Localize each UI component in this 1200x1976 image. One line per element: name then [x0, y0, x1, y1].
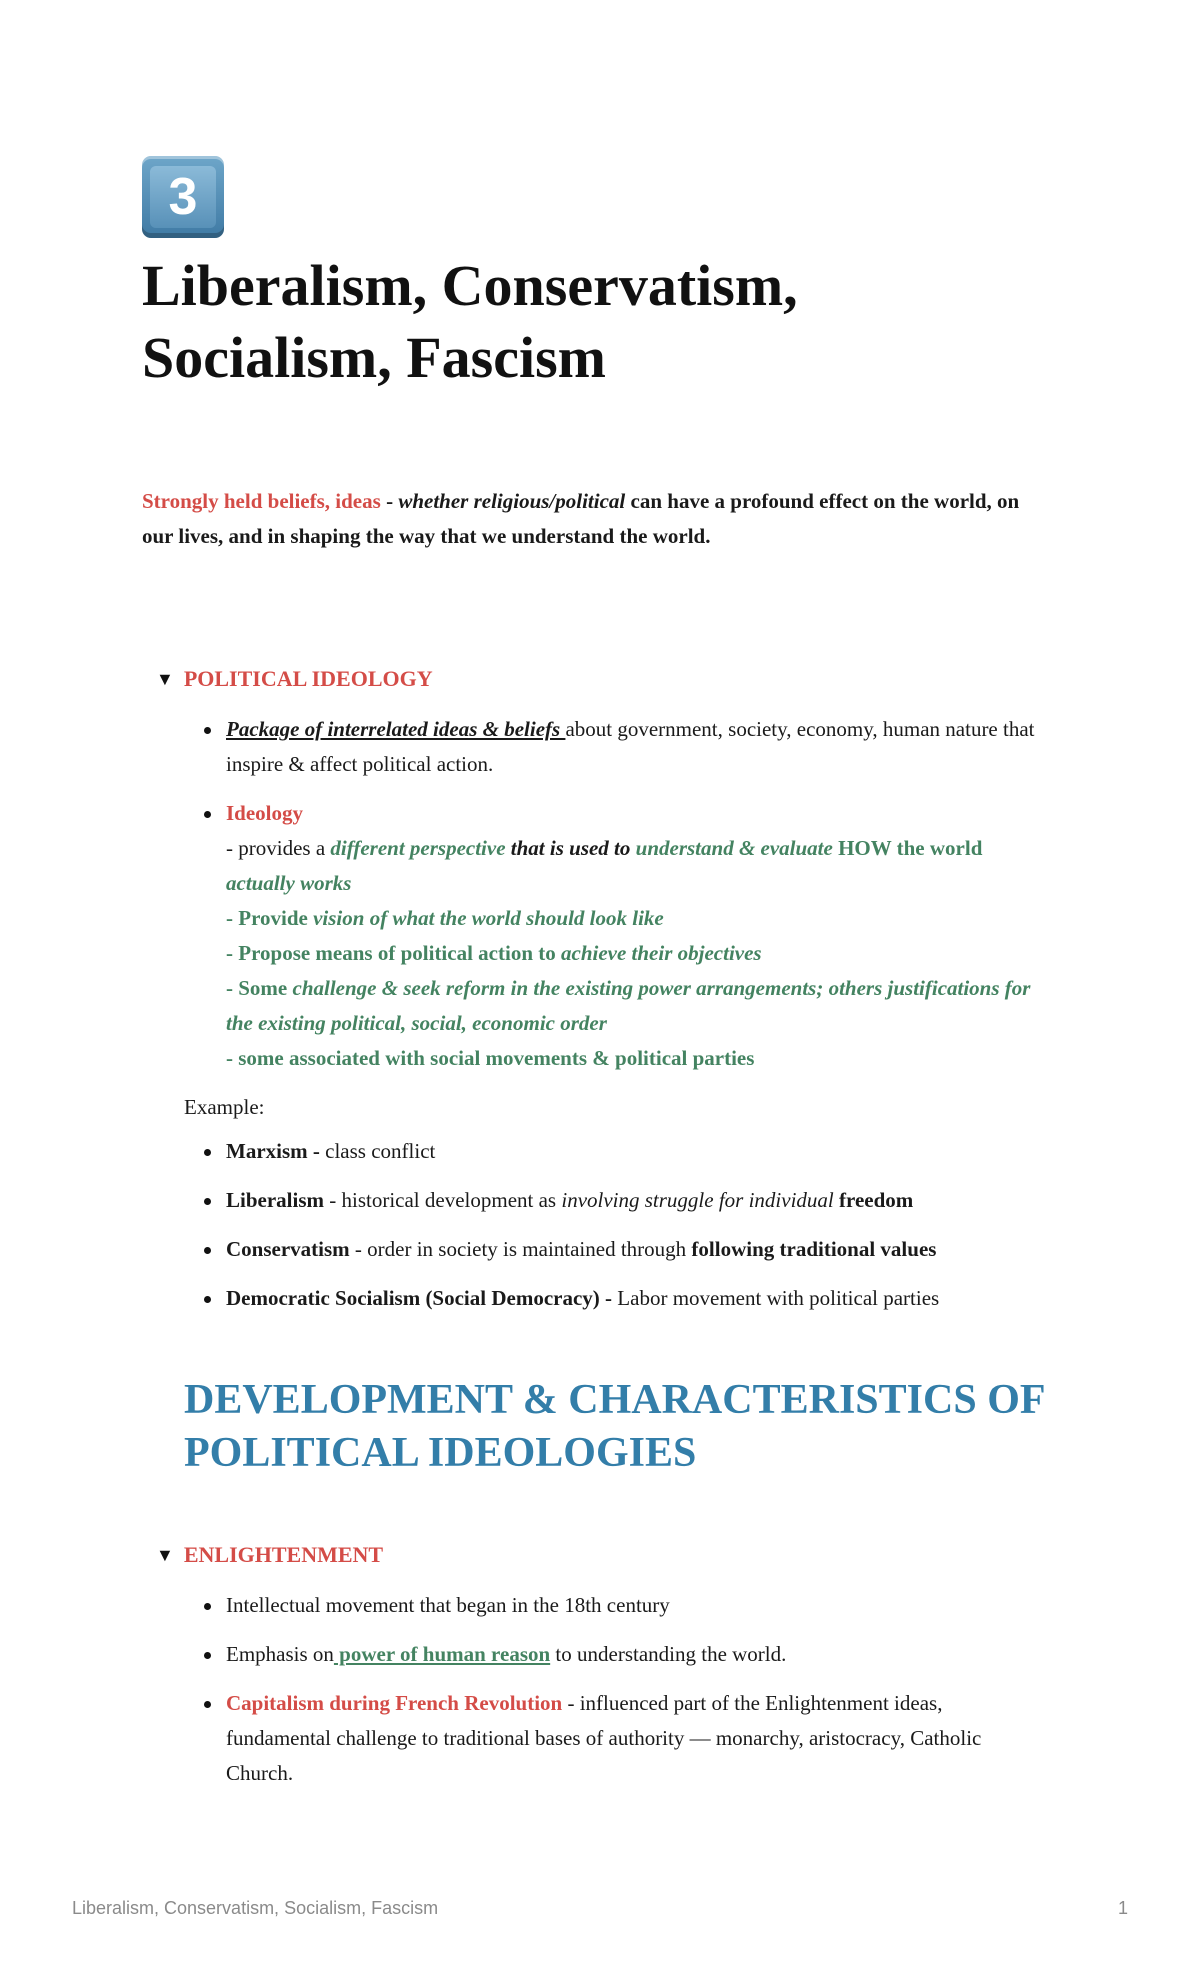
keycap-digit: 3	[150, 166, 216, 228]
list-item: Democratic Socialism (Social Democracy) - Labor movement with political parties	[226, 1281, 1046, 1316]
power-of-human-reason-link[interactable]: power of human reason	[333, 1642, 551, 1666]
list-item: Conservatism - order in society is maintained through following traditional values	[226, 1232, 1046, 1267]
keycap-three-icon	[142, 156, 224, 238]
section-heading: DEVELOPMENT & CHARACTERISTICS OF POLITICAL IDEOLOGIES	[184, 1377, 1044, 1476]
list-item: Liberalism - historical development as involving struggle for individual freedom	[226, 1183, 1046, 1218]
enlightenment-list	[226, 1588, 1046, 1805]
toggle-political-ideology[interactable]	[156, 664, 433, 694]
toggle-triangle-icon[interactable]: ▼	[156, 669, 174, 689]
ideology-heading: Ideology	[226, 801, 304, 825]
footer-page-number: 1	[1117, 1898, 1128, 1918]
example-list	[226, 1134, 1046, 1330]
intro-highlight: Strongly held beliefs, ideas	[142, 489, 381, 513]
capitalism-highlight: Capitalism during French Revolution	[226, 1691, 563, 1715]
package-link[interactable]: Package of interrelated ideas & beliefs	[226, 717, 566, 741]
list-item: Capitalism during French Revolution - influenced part of the Enlightenment ideas, fundamental challenge to traditional bases of authority — monarchy, aristocracy, Catholic Church.	[226, 1686, 1046, 1791]
list-item: Marxism - class conflict	[226, 1134, 1046, 1169]
intro-italic: whether religious/political	[398, 489, 626, 513]
list-item: Package of interrelated ideas & beliefs about government, society, economy, human nature that inspire & affect political action.	[226, 712, 1046, 782]
list-item: Ideology - provides a different perspective that is used to understand & evaluate HOW the world actually works - Provide vision of what the world should look like - Propose means of political action to achieve their objectives - Some challenge & seek reform in the existing power arrangements; others justifications for the existing political, social, economic order - some associated with social movements & political parties	[226, 796, 1046, 1076]
toggle-triangle-icon[interactable]: ▼	[156, 1545, 174, 1565]
intro-paragraph: Strongly held beliefs, ideas - whether religious/political can have a profound effect on the world, on our lives, and in shaping the way that we understand the world.	[142, 489, 1020, 548]
toggle-label: ENLIGHTENMENT	[183, 1542, 384, 1567]
page-title: Liberalism, Conservatism, Socialism, Fascism	[142, 253, 798, 390]
list-item: Intellectual movement that began in the 18th century	[226, 1588, 1046, 1623]
footer-title: Liberalism, Conservatism, Socialism, Fascism	[72, 1898, 439, 1918]
example-label: Example:	[184, 1095, 265, 1119]
ideology-list	[226, 712, 1046, 1090]
toggle-enlightenment[interactable]	[156, 1540, 383, 1570]
toggle-label: POLITICAL IDEOLOGY	[183, 666, 433, 691]
list-item: Emphasis on power of human reason to understanding the world.	[226, 1637, 1046, 1672]
